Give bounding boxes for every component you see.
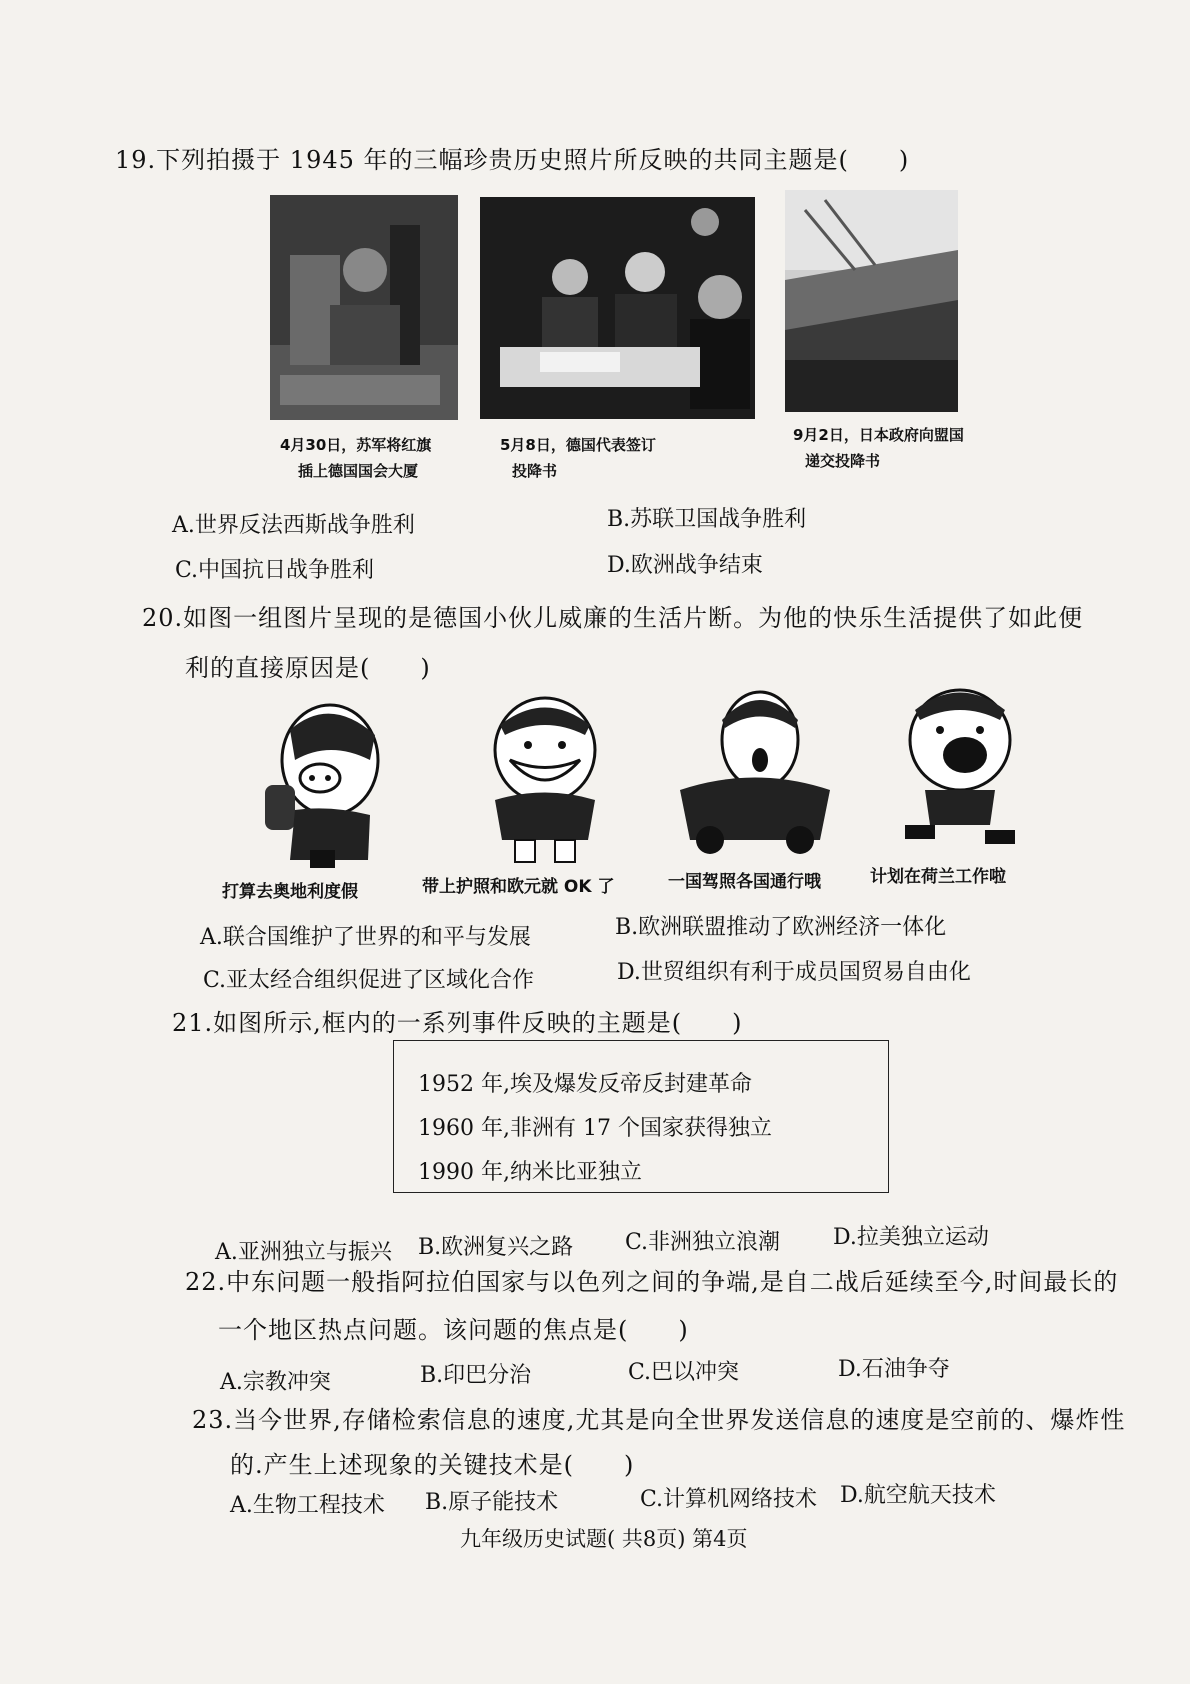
q19-option-a[interactable]: A.世界反法西斯战争胜利 [172,513,415,538]
cartoon-driving-car [670,680,840,860]
q19-caption-2-line2: 投降书 [512,462,558,480]
q19-option-b[interactable]: B.苏联卫国战争胜利 [607,507,807,532]
q19-option-d[interactable]: D.欧洲战争结束 [607,553,763,578]
q21-stem: 21.如图所示,框内的一系列事件反映的主题是( ) [172,1009,743,1037]
q19-stem: 19.下列拍摄于 1945 年的三幅珍贵历史照片所反映的共同主题是( ) [115,146,910,174]
q20-option-a[interactable]: A.联合国维护了世界的和平与发展 [200,925,531,950]
q21-option-d[interactable]: D.拉美独立运动 [833,1225,989,1250]
q22-option-d[interactable]: D.石油争夺 [838,1357,950,1382]
cartoon-shouting-running [885,680,1035,860]
page-footer: 九年级历史试题( 共8页) 第4页 [460,1527,748,1551]
q22-option-c[interactable]: C.巴以冲突 [628,1360,740,1385]
q23-stem-line1: 23.当今世界,存储检索信息的速度,尤其是向全世界发送信息的速度是空前的、爆炸性 [192,1406,1126,1434]
q21-option-b[interactable]: B.欧洲复兴之路 [418,1235,574,1260]
q19-caption-3-line1: 9月2日，日本政府向盟国 [793,426,964,444]
q23-option-a[interactable]: A.生物工程技术 [230,1493,385,1518]
q20-caption-2: 带上护照和欧元就 OK 了 [422,877,615,897]
q21-box-line-2: 1960 年,非洲有 17 个国家获得独立 [418,1116,772,1141]
q20-stem-line2: 利的直接原因是( ) [185,654,431,682]
q23-stem-line2: 的.产生上述现象的关键技术是( ) [230,1451,635,1479]
q20-caption-4: 计划在荷兰工作啦 [870,867,1006,887]
q20-caption-1: 打算去奥地利度假 [222,882,358,902]
q21-option-a[interactable]: A.亚洲独立与振兴 [215,1240,392,1265]
q22-stem-line1: 22.中东问题一般指阿拉伯国家与以色列之间的争端,是自二战后延续至今,时间最长的 [185,1268,1119,1296]
q20-stem-line1: 20.如图一组图片呈现的是德国小伙儿威廉的生活片断。为他的快乐生活提供了如此便 [142,604,1084,632]
photo-reichstag-flag [270,195,458,420]
q19-caption-3 [793,422,1003,474]
q22-option-a[interactable]: A.宗教冲突 [220,1370,331,1395]
q22-option-b[interactable]: B.印巴分治 [420,1363,532,1388]
q21-box-line-1: 1952 年,埃及爆发反帝反封建革命 [418,1072,752,1097]
q22-stem-line2: 一个地区热点问题。该问题的焦点是( ) [218,1316,689,1344]
q20-caption-3: 一国驾照各国通行哦 [668,872,821,892]
cartoon-happy-grin [470,690,620,870]
q20-option-d[interactable]: D.世贸组织有利于成员国贸易自由化 [617,960,971,985]
q23-option-b[interactable]: B.原子能技术 [425,1490,559,1515]
q23-option-d[interactable]: D.航空航天技术 [840,1483,996,1508]
q21-option-c[interactable]: C.非洲独立浪潮 [625,1230,781,1255]
q20-option-b[interactable]: B.欧洲联盟推动了欧洲经济一体化 [615,915,947,940]
q19-option-c[interactable]: C.中国抗日战争胜利 [175,558,375,583]
q19-caption-1 [280,432,480,484]
q19-caption-2 [500,432,710,484]
q23-option-c[interactable]: C.计算机网络技术 [640,1487,818,1512]
q21-box-line-3: 1990 年,纳米比亚独立 [418,1160,642,1185]
q19-caption-3-line2: 递交投降书 [805,452,881,470]
q19-caption-1-line2: 插上德国国会大厦 [298,462,419,480]
photo-japan-surrender-ceremony [785,190,958,412]
photo-german-surrender-signing [480,197,755,419]
q19-caption-2-line1: 5月8日，德国代表签订 [500,436,656,454]
cartoon-phone-call [250,690,400,870]
q19-caption-1-line1: 4月30日，苏军将红旗 [280,436,432,454]
q21-event-box [393,1040,889,1193]
q20-option-c[interactable]: C.亚太经合组织促进了区域化合作 [203,968,535,993]
